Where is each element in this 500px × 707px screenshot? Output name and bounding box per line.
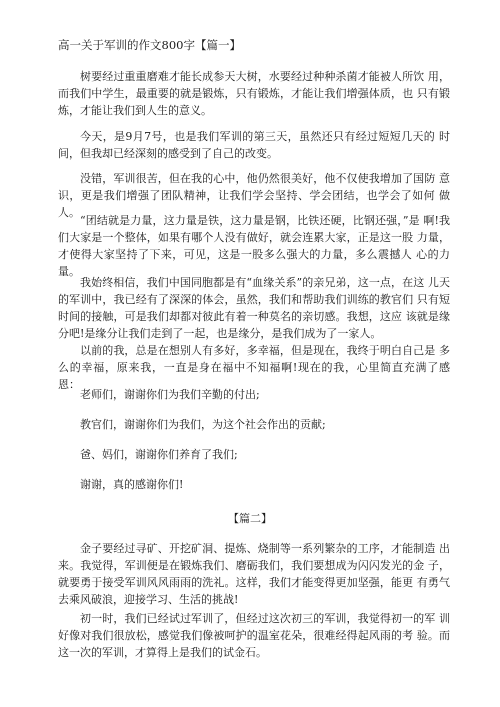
paragraph: 金子要经过寻矿、开挖矿洞、提炼、烧制等一系列繁杂的工序，才能制造 出来。我觉得，军训便是在锻炼我们、磨砺我们，我们要想成为闪闪发光的金 子，就要勇于接受军训风风雨雨的洗礼。这样，我们才能变得更加坚强，能更 有勇气去乘风破浪，迎接学习、生活的挑战! <box>58 542 450 606</box>
paragraph: 没错，军训很苦，但在我的心中，他仍然很美好，他不仅使我增加了国防 意识，更是我们增强了团队精神，让我们学会坚持、学会团结，也学会了如何 做人。 <box>58 172 450 219</box>
paragraph: 爸、妈们，谢谢你们养育了我们; <box>80 448 238 461</box>
section-heading: 【篇二】 <box>228 512 272 525</box>
paragraph: 教官们，谢谢你们为我们，为这个社会作出的贡献; <box>80 418 326 431</box>
paragraph: 以前的我，总是在想别人有多好，多幸福，但是现在，我终于明白自己是 多么的幸福，原来我，一直是身在福中不知福啊!现在的我，心里简直充满了感 恩： <box>58 344 450 391</box>
document-title: 高一关于军训的作文800字【篇一】 <box>58 38 241 52</box>
paragraph: “团结就是力量，这力量是铁，这力量是钢，比铁还硬，比钢还强，”是 啊!我们大家是一个整体，如果有哪个人没有做好，就会连累大家，正是这一股 力量，才使得大家坚持了下来，可见，这是一股多么强大的力量，多么震撼人 心的力量。 <box>58 214 450 278</box>
paragraph: 老师们，谢谢你们为我们辛勤的付出; <box>80 388 260 401</box>
paragraph: 今天，是9月7号，也是我们军训的第三天，虽然还只有经过短短几天的 时间，但我却已经深刻的感受到了自己的改变。 <box>58 130 450 160</box>
paragraph: 树要经过重重磨难才能长成参天大树，水要经过种种杀菌才能被人所饮 用，而我们中学生，最重要的就是锻炼，只有锻炼，才能让我们增强体质，也 只有锻炼，才能让我们到人生的意义。 <box>58 70 450 117</box>
paragraph: 初一时，我们已经试过军训了，但经过这次初三的军训，我觉得初一的军 训好像对我们很放松，感觉我们像被呵护的温室花朵，很难经得起风雨的考 验。而这一次的军训，才算得上是我们的试金石。 <box>58 612 450 659</box>
paragraph: 谢谢，真的感谢你们! <box>80 478 184 491</box>
paragraph: 我始终相信，我们中国同胞都是有“血缘关系”的亲兄弟，这一点，在这 儿天的军训中，我已经有了深深的体会，虽然，我们和帮助我们训练的教官们 只有短时间的接触，可是我们却都对彼此有着一种莫名的亲切感。我想，这应 该就是缘分吧!是缘分让我们走到了一起，也是缘分，是我们成为了一家人。 <box>58 276 450 340</box>
